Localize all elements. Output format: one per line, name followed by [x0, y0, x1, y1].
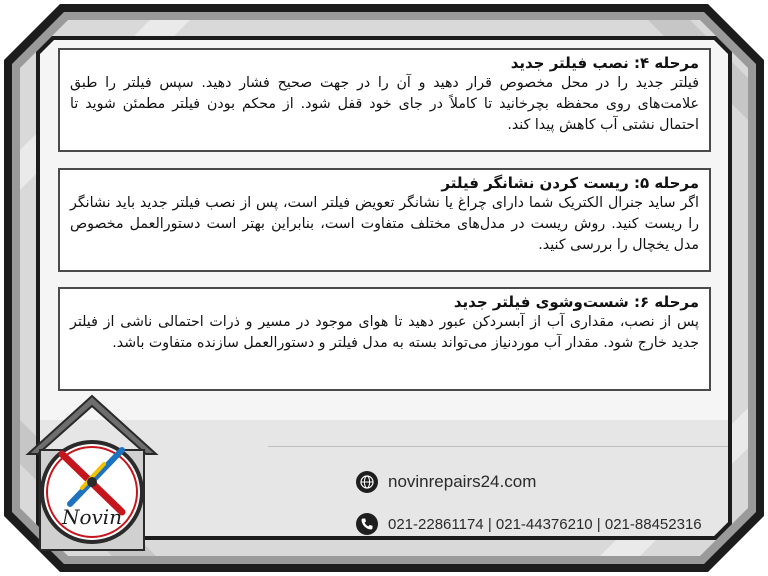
globe-icon: [356, 471, 378, 493]
step-5-title: مرحله ۵: ریست کردن نشانگر فیلتر: [441, 174, 699, 192]
step-4-card: [58, 48, 711, 152]
contact-block: [356, 467, 702, 539]
website-row[interactable]: [356, 467, 702, 497]
step-6-card: [58, 287, 711, 391]
novin-logo: [22, 392, 162, 562]
step-5-card: [58, 168, 711, 272]
step-4-body: فیلتر جدید را در محل مخصوص قرار دهید و آن را در جهت صحیح فشار دهید. سپس فیلتر را طبق علامت‌های روی محفظه بچرخانید تا کاملاً در جای خود قفل شود. از محکم بودن فیلتر مطمئن شوید تا احتمال نشتی آب کاهش پیدا کند.: [70, 75, 699, 133]
step-6-title: مرحله ۶: شست‌وشوی فیلتر جدید: [453, 293, 699, 311]
footer-divider: [268, 446, 728, 447]
phone-icon: [356, 513, 378, 535]
phone-numbers[interactable]: 021-22861174 | 021-44376210 | 021-88452316: [388, 515, 702, 533]
step-6-body: پس از نصب، مقداری آب از آبسردکن عبور دهید تا هوای موجود در مسیر و ذرات احتمالی ناشی از فیلتر جدید خارج شود. مقدار آب موردنیاز می‌تواند بسته به مدل فیلتر و دستورالعمل سازنده متفاوت باشد.: [70, 314, 699, 351]
step-5-body: اگر ساید جنرال الکتریک شما دارای چراغ یا نشانگر تعویض فیلتر است، پس از نصب فیلتر جدید باید نشانگر را ریست کنید. روش ریست در مدل‌های مختلف متفاوت است، بنابراین بهتر است دستورالعمل مخصوص مدل یخچال را بررسی کنید.: [70, 195, 699, 253]
step-4-title: مرحله ۴: نصب فیلتر جدید: [510, 54, 699, 72]
website-link[interactable]: novinrepairs24.com: [388, 472, 537, 491]
phone-row[interactable]: [356, 509, 702, 539]
logo-text: Novin: [61, 505, 123, 529]
